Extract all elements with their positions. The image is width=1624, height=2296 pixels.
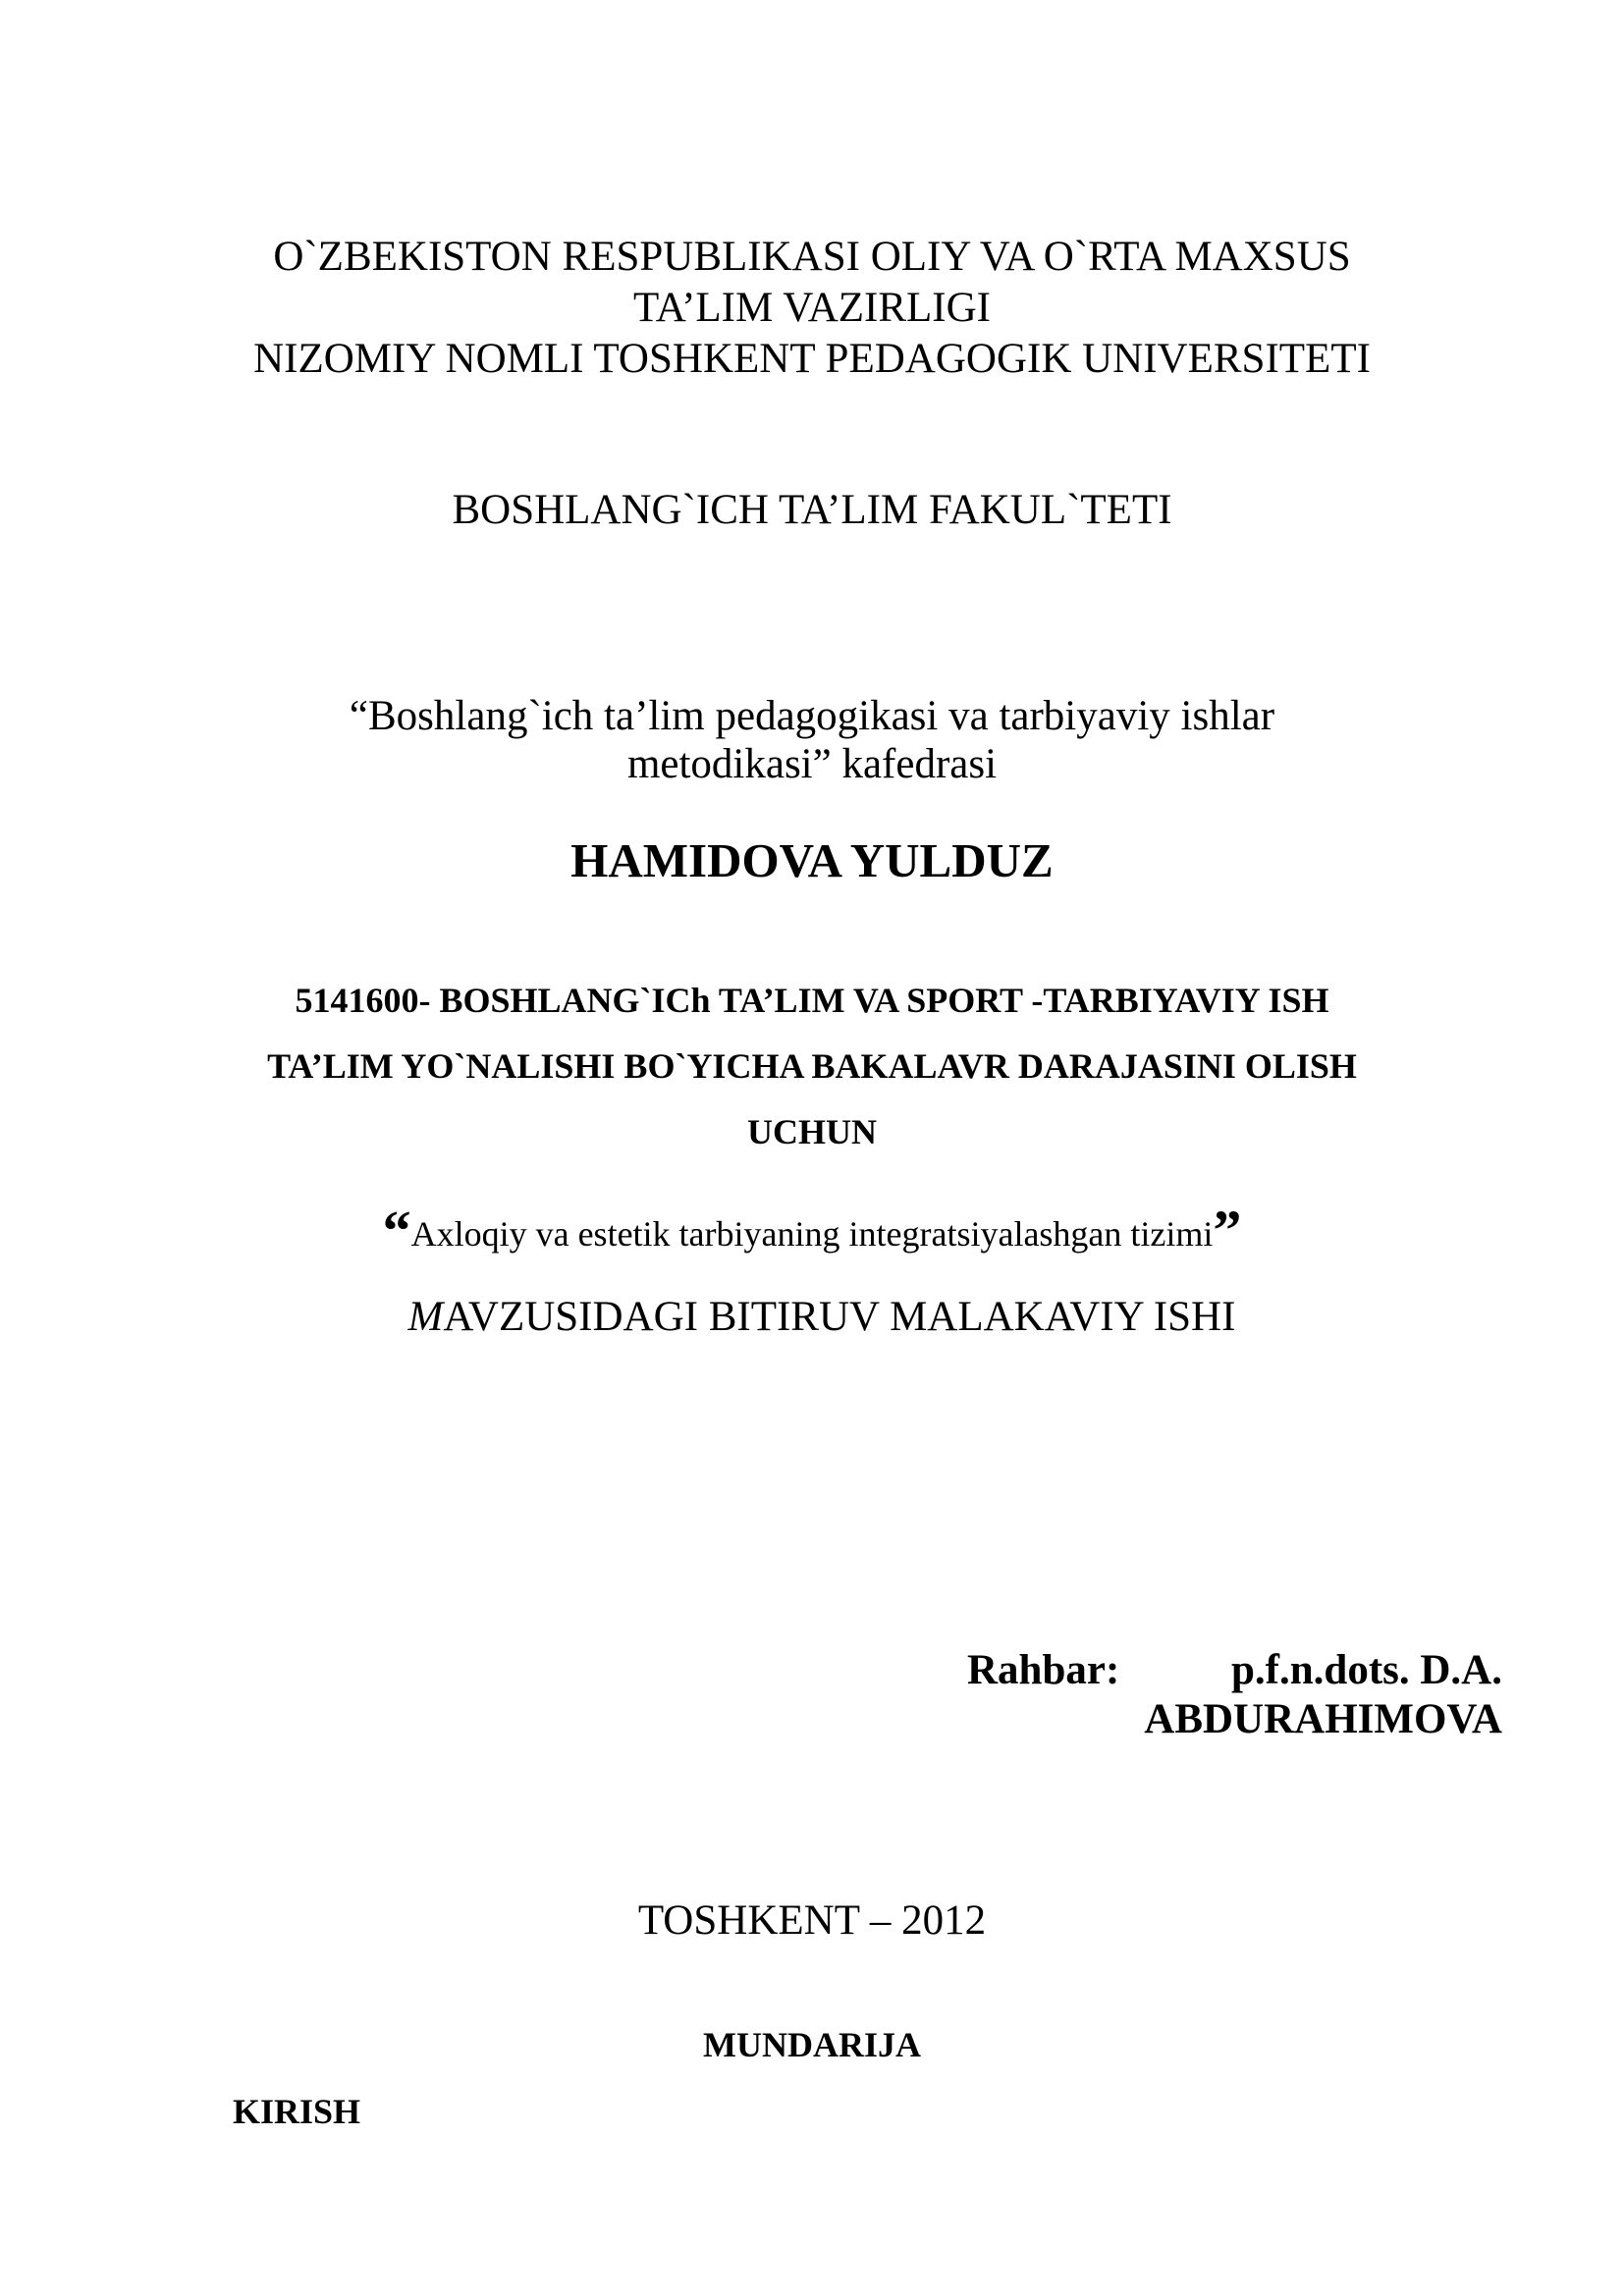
supervisor-label: Rahbar: [967,1647,1120,1693]
topic-text: Axloqiy va estetik tarbiyaning integratsiyalashgan tizimi [410,1214,1214,1254]
supervisor-surname: ABDURAHIMOVA [1144,1696,1502,1742]
degree-line-3: UCHUN [747,1112,877,1151]
work-title-rest: AVZUSIDAGI BITIRUV MALAKAVIY ISHI [443,1294,1236,1340]
thesis-topic [0,1199,1624,1262]
degree-line-2: TA’LIM YO`NALISHI BO`YICHA BAKALAVR DARAJASINI OLISH [267,1046,1357,1086]
degree-line-1: 5141600- BOSHLANG`ICh TA’LIM VA SPORT -TARBIYAVIY ISH [295,981,1329,1020]
contents-item: KIRISH [233,2092,361,2131]
department-line-1: “Boshlang`ich ta’lim pedagogikasi va tarbiyaviy ishlar [349,693,1275,739]
faculty-name: BOSHLANG`ICH TA’LIM FAKUL`TETI [452,487,1172,533]
ministry-line-2: TA’LIM VAZIRLIGI [632,285,991,331]
work-title-first-letter: M [407,1294,444,1340]
ministry-line-1: O`ZBEKISTON RESPUBLIKASI OLIY VA O`RTA MAXSUS [273,234,1351,280]
student-name: HAMIDOVA YULDUZ [570,833,1054,887]
department-line-2: metodikasi” kafedrasi [626,741,998,787]
city-year: TOSHKENT – 2012 [637,1897,987,1944]
topic-close-quote: ” [1213,1199,1242,1262]
contents-title: MUNDARIJA [703,2025,921,2064]
university-name: NIZOMIY NOMLI TOSHKENT PEDAGOGIK UNIVERSITETI [253,336,1371,382]
supervisor-title-initials: p.f.n.dots. D.A. [1231,1647,1502,1693]
work-title [10,1296,1624,1338]
topic-open-quote: “ [382,1199,411,1262]
